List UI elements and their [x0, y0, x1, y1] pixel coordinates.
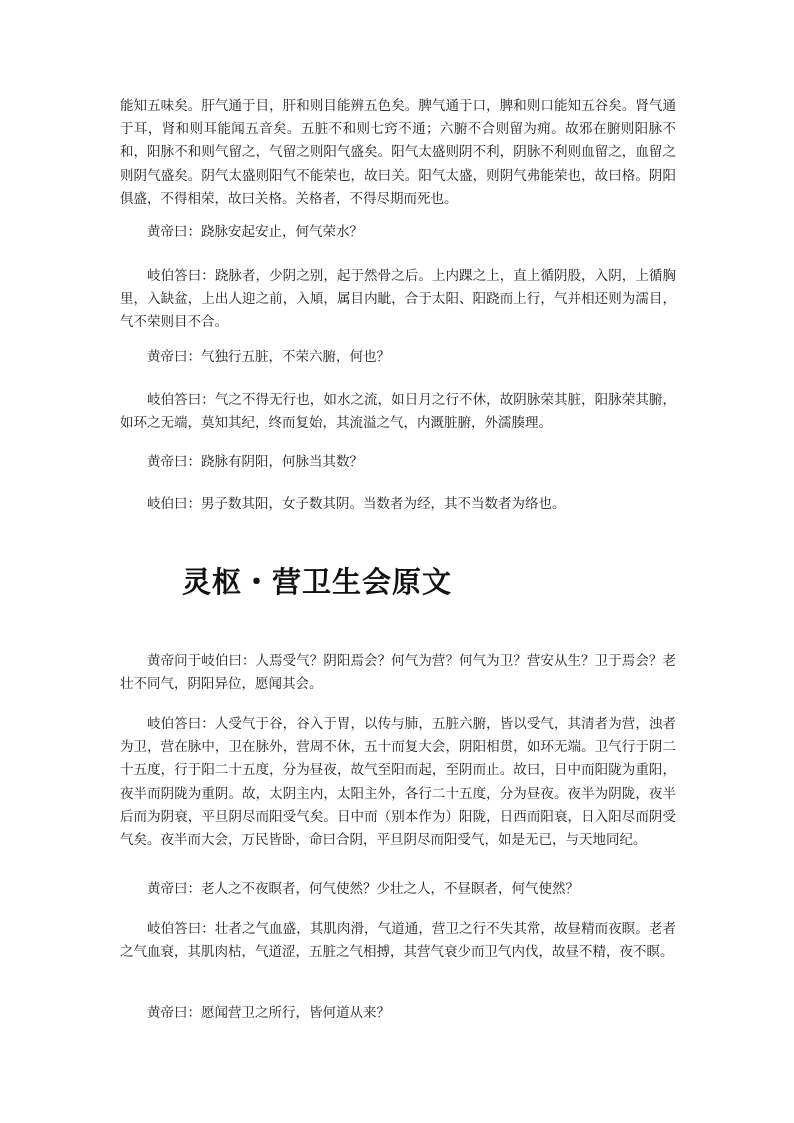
paragraph-qibo-answer-qi-flow: 岐伯答曰：气之不得无行也，如水之流，如日月之行不休，故阴脉荣其脏，阳脉荣其腑，如环之无端，莫知其纪，终而复始，其流溢之气，内溉脏腑，外濡腠理。	[120, 392, 676, 432]
paragraph-qibo-answer-sleep: 岐伯答曰：壮者之气血盛，其肌肉滑，气道通，营卫之行不失其常，故昼精而夜瞑。老者之气血衰，其肌肉枯，气道涩，五脏之气相搏，其营气衰少而卫气内伐，故昼不精，夜不瞑。	[120, 921, 676, 961]
paragraph-huangdi-question-sleep: 黄帝曰：老人之不夜瞑者，何气使然？少壮之人，不昼瞑者，何气使然？	[147, 881, 579, 897]
paragraph-huangdi-question-pathways: 黄帝曰：愿闻营卫之所行，皆何道从来？	[147, 1005, 390, 1021]
paragraph-huangdi-question-qiao-mai: 黄帝曰：跷脉安起安止，何气荣水？	[147, 224, 363, 240]
paragraph-organs-and-senses: 能知五味矣。肝气通于目，肝和则目能辨五色矣。脾气通于口，脾和则口能知五谷矣。肾气通于耳，肾和则耳能闻五音矣。五脏不和则七窍不通；六腑不合则留为痈。故邪在腑则阳脉不和，阳脉不和则气留之，气留之则阳气盛矣。阳气太盛则阴不利，阴脉不利则血留之，血留之则阴气盛矣。阴气太盛则阳气不能荣也，故曰关。阳气太盛，则阴气弗能荣也，故曰格。阴阳俱盛，不得相荣，故曰关格。关格者，不得尽期而死也。	[120, 98, 676, 207]
paragraph-huangdi-question-yin-yang-mai: 黄帝曰：跷脉有阴阳，何脉当其数？	[147, 454, 363, 470]
paragraph-huangdi-question-qi-flow: 黄帝曰：气独行五脏，不荣六腑，何也？	[147, 349, 390, 365]
paragraph-huangdi-question-ying-wei: 黄帝问于岐伯曰：人焉受气？阴阳焉会？何气为营？何气为卫？营安从生？卫于焉会？老壮不同气，阴阳异位，愿闻其会。	[120, 653, 676, 693]
section-heading: 灵枢・营卫生会原文	[182, 565, 453, 599]
paragraph-qibo-answer-ying-wei: 岐伯答曰：人受气于谷，谷入于胃，以传与肺，五脏六腑，皆以受气，其清者为营，浊者为卫，营在脉中，卫在脉外，营周不休，五十而复大会，阴阳相贯，如环无端。卫气行于阴二十五度，行于阳二十五度，分为昼夜，故气至阳而起，至阴而止。故曰，日中而阳陇为重阳，夜半而阴陇为重阴。故，太阴主内，太阳主外，各行二十五度，分为昼夜。夜半为阴陇，夜半后而为阴衰，平旦阴尽而阳受气矣。日中而（别本作为）阳陇，日西而阳衰，日入阳尽而阴受气矣。夜半而大会，万民皆卧，命曰合阴，平旦阴尽而阳受气，如是无已，与天地同纪。	[120, 716, 676, 849]
paragraph-qibo-answer-yin-yang-mai: 岐伯曰：男子数其阳，女子数其阴。当数者为经，其不当数者为络也。	[147, 496, 566, 512]
paragraph-qibo-answer-qiao-mai: 岐伯答曰：跷脉者，少阴之别，起于然骨之后。上内踝之上，直上循阴股，入阴，上循胸里，入缺盆，上出人迎之前，入頄，属目内眦，合于太阳、阳跷而上行，气并相还则为濡目，气不荣则目不合。	[120, 268, 676, 331]
